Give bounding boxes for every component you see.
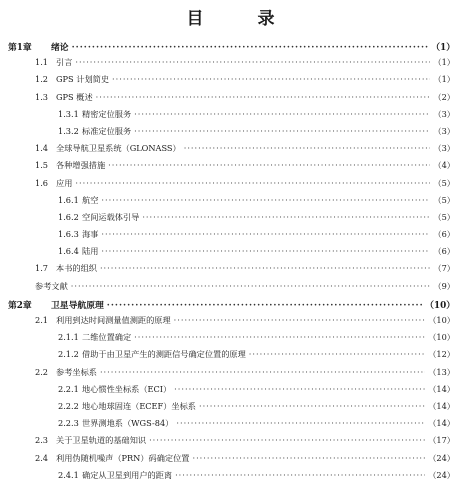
toc-entry-title: 航空: [82, 194, 99, 205]
toc-entry-number: 2.2: [35, 366, 49, 377]
toc-entry-title: 标准定位服务: [82, 125, 132, 136]
toc-entry: [0, 470, 461, 487]
dot-leader: [199, 401, 425, 411]
toc-entry-number: 1.7: [35, 263, 49, 274]
toc-entry-number: 第1章: [8, 43, 32, 53]
toc-entry: [0, 229, 461, 246]
toc-entry-title: 本书的组织: [56, 263, 97, 274]
dot-leader: [100, 367, 425, 377]
dot-leader: [112, 74, 430, 84]
toc-entry-page: （24）: [428, 452, 455, 463]
toc-entry-page: （24）: [428, 469, 455, 480]
toc-entry-number: 1.6.3: [58, 229, 79, 240]
dot-leader: [134, 126, 430, 136]
toc-entry-title: 引言: [56, 57, 73, 68]
toc-entry-title: 利用伪随机噪声（PRN）码确定位置: [56, 452, 190, 463]
toc-entry: [0, 92, 461, 109]
toc-entry-title: 精密定位服务: [82, 108, 132, 119]
toc-entry: [0, 281, 461, 298]
dot-leader: [101, 246, 430, 256]
toc-entry-number: 1.6.1: [58, 194, 79, 205]
dot-leader: [134, 332, 425, 342]
dot-leader: [75, 178, 430, 188]
toc-entry-title: 关于卫星轨道的基础知识: [56, 435, 147, 446]
toc-entry-title: 二维位置确定: [82, 332, 132, 343]
toc-entry: [0, 349, 461, 366]
toc-entry-title: 世界测地系（WGS-84）: [82, 418, 174, 429]
toc-entry-title: 确定从卫星到用户的距离: [82, 469, 173, 480]
toc-entry: [0, 246, 461, 263]
dot-leader: [71, 281, 431, 291]
toc-entry-page: （5）: [433, 177, 455, 188]
toc-entry-page: （7）: [433, 263, 455, 274]
toc-entry-page: （9）: [433, 280, 455, 291]
toc-entry: [0, 418, 461, 435]
toc-entry-title: 卫星导航原理: [51, 300, 104, 311]
toc-entry-title: 海事: [82, 229, 99, 240]
toc-entry-title: 借助于由卫星产生的测距信号确定位置的原理: [82, 349, 246, 360]
dot-leader: [108, 160, 430, 170]
toc-entry: [0, 57, 461, 74]
dot-leader: [72, 43, 429, 53]
toc-entry-title: 地心地球固连（ECEF）坐标系: [82, 400, 196, 411]
dot-leader: [149, 435, 425, 445]
toc-entry-title: GPS 计划简史: [56, 74, 110, 85]
toc-entry-page: （14）: [428, 418, 455, 429]
toc-entry-number: 1.6: [35, 177, 49, 188]
toc-entry-page: （6）: [433, 246, 455, 257]
toc-entry: [0, 74, 461, 91]
dot-leader: [100, 263, 430, 273]
toc-entry-number: 2.1.2: [58, 349, 79, 360]
toc-entry-title: 空间运载体引导: [82, 211, 140, 222]
toc-entry-title: 参考坐标系: [56, 366, 97, 377]
toc-entry-title: 参考文献: [35, 280, 68, 291]
toc-entry-number: 1.4: [35, 143, 49, 154]
toc-entry-page: （5）: [433, 194, 455, 205]
page-title: 目 录: [186, 9, 299, 29]
toc-entry-page: （3）: [433, 108, 455, 119]
toc-entry-title: GPS 概述: [56, 91, 93, 102]
toc-entry-title: 陆用: [82, 246, 99, 257]
toc-entry-page: （1）: [433, 57, 455, 68]
toc-entry-number: 第2章: [8, 300, 32, 311]
toc-entry-title: 绪论: [51, 43, 69, 53]
dot-leader: [249, 349, 425, 359]
toc-chapter-entry: [0, 40, 461, 57]
toc-entry: [0, 109, 461, 126]
toc-entry: [0, 178, 461, 195]
dot-leader: [142, 212, 430, 222]
toc-entry-number: 1.2: [35, 74, 49, 85]
dot-leader: [75, 57, 430, 67]
toc-entry-page: （13）: [428, 366, 455, 377]
toc-entry-page: （10）: [428, 315, 455, 325]
table-of-contents: [0, 40, 461, 487]
toc-entry-number: 1.3.1: [58, 108, 79, 119]
toc-entry-number: 1.6.2: [58, 211, 79, 222]
toc-entry: [0, 453, 461, 470]
toc-entry: [0, 315, 461, 332]
toc-entry: [0, 263, 461, 280]
toc-entry-page: （6）: [433, 229, 455, 240]
toc-entry-page: （2）: [433, 91, 455, 102]
toc-entry-page: （5）: [433, 211, 455, 222]
toc-entry-page: （3）: [433, 125, 455, 136]
toc-entry: [0, 367, 461, 384]
toc-entry-page: （4）: [433, 160, 455, 171]
toc-entry-title: 全球导航卫星系统（GLONASS）: [56, 143, 181, 154]
dot-leader: [101, 229, 430, 239]
dot-leader: [175, 470, 425, 480]
dot-leader: [101, 195, 430, 205]
toc-entry-number: 1.1: [35, 57, 49, 68]
toc-entry-number: 1.3.2: [58, 125, 79, 136]
toc-entry-page: （10）: [428, 332, 455, 343]
toc-entry-number: 1.5: [35, 160, 49, 171]
dot-leader: [174, 315, 426, 325]
dot-leader: [184, 143, 431, 153]
dot-leader: [192, 453, 425, 463]
toc-entry: [0, 384, 461, 401]
toc-entry: [0, 212, 461, 229]
dot-leader: [176, 418, 425, 428]
toc-entry: [0, 195, 461, 212]
toc-entry-title: 地心惯性坐标系（ECI）: [82, 383, 172, 394]
toc-entry-number: 1.3: [35, 91, 49, 102]
toc-entry: [0, 332, 461, 349]
toc-entry-number: 2.4: [35, 452, 49, 463]
dot-leader: [96, 92, 431, 102]
toc-entry-page: （10）: [425, 300, 455, 311]
toc-entry-number: 2.2.1: [58, 383, 79, 394]
toc-entry: [0, 401, 461, 418]
dot-leader: [134, 109, 430, 119]
toc-entry-page: （17）: [428, 435, 455, 446]
toc-entry: [0, 126, 461, 143]
toc-entry: [0, 143, 461, 160]
toc-entry-page: （3）: [433, 143, 455, 154]
toc-entry-number: 2.4.1: [58, 469, 79, 480]
toc-entry-page: （1）: [431, 43, 455, 53]
toc-entry-number: 2.1.1: [58, 332, 79, 343]
toc-entry-page: （14）: [428, 383, 455, 394]
toc-entry-title: 利用到达时间测量值测距的原理: [56, 315, 171, 325]
toc-entry-number: 2.2.3: [58, 418, 79, 429]
toc-entry: [0, 160, 461, 177]
toc-entry-number: 2.1: [35, 315, 49, 325]
toc-entry-page: （14）: [428, 400, 455, 411]
toc-entry-page: （1）: [433, 74, 455, 85]
toc-chapter-entry: [0, 298, 461, 315]
toc-entry-title: 应用: [56, 177, 73, 188]
toc-entry: [0, 435, 461, 452]
dot-leader: [174, 384, 425, 394]
toc-entry-number: 2.2.2: [58, 400, 79, 411]
toc-entry-page: （12）: [428, 349, 455, 360]
toc-entry-number: 2.3: [35, 435, 49, 446]
dot-leader: [107, 301, 422, 311]
toc-entry-number: 1.6.4: [58, 246, 79, 257]
toc-entry-title: 各种增强措施: [56, 160, 106, 171]
